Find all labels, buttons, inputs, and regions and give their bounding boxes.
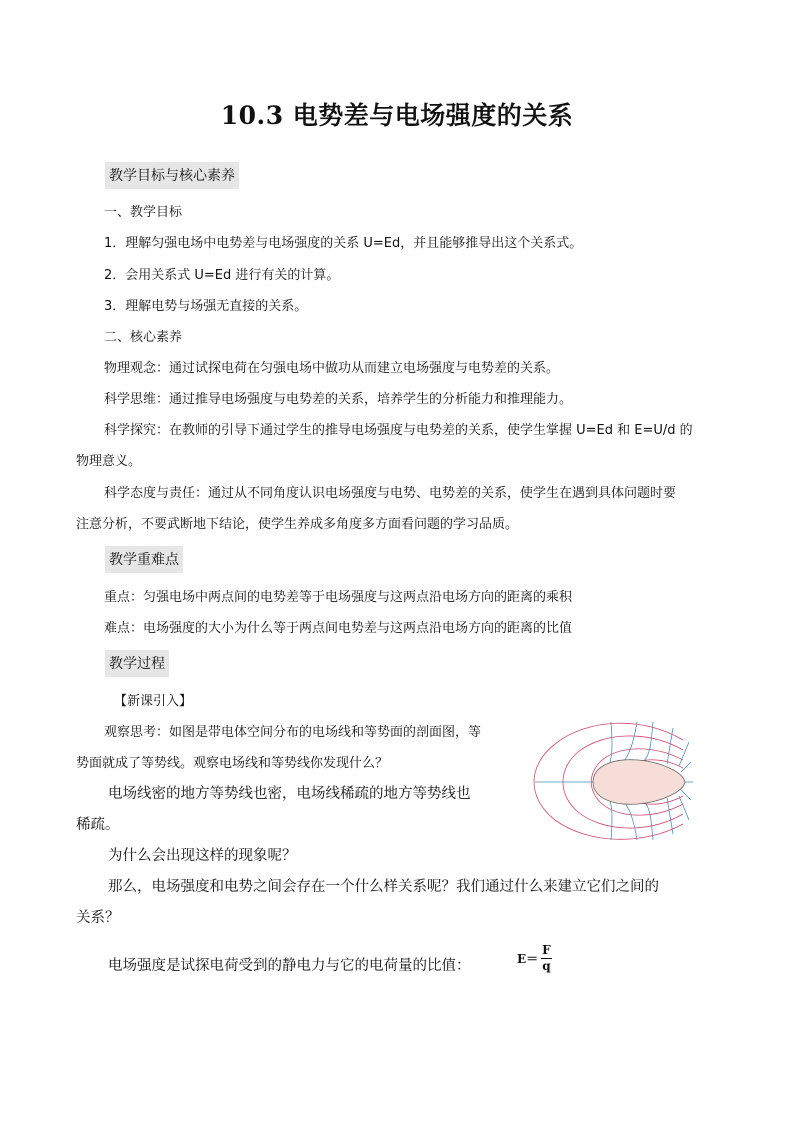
goal-item-2: 2．会用关系式 U=Ed 进行有关的计算。: [104, 268, 340, 283]
new-lesson-label: 【新课引入】: [114, 694, 193, 709]
field-strength-formula: [517, 943, 552, 974]
literacy-attitude-line2: 注意分析，不要武断地下结论，使学生养成多角度多方面看问题的学习品质。: [76, 517, 519, 532]
field-line: [681, 790, 691, 800]
subheading-teaching-goals: 一、教学目标: [104, 205, 183, 220]
field-line: [681, 762, 691, 772]
subheading-core-literacy: 二、核心素养: [104, 330, 183, 345]
field-line: [643, 800, 653, 840]
literacy-physics-concept: 物理观念：通过试探电荷在匀强电场中做功从而建立电场强度与电势差的关系。: [104, 361, 560, 376]
field-strength-definition: 电场强度是试探电荷受到的静电力与它的电荷量的比值：: [108, 958, 471, 974]
formula-denominator: q: [542, 959, 551, 973]
answer-line2: 稀疏。: [76, 817, 120, 833]
observe-line2: 势面就成了等势线。观察电场线和等势线你发现什么？: [76, 756, 389, 771]
section-heading-key-points: 教学重难点: [105, 546, 183, 573]
field-line-figure: [533, 722, 693, 840]
answer-line1: 电场线密的地方等势线也密，电场线稀疏的地方等势线也: [108, 786, 471, 802]
charged-conductor: [593, 760, 685, 805]
section-heading-objectives: 教学目标与核心素养: [105, 162, 239, 189]
page-title: 10.3 电势差与电场强度的关系: [220, 101, 574, 130]
formula-fraction: [541, 943, 552, 974]
relation-question-line1: 那么，电场强度和电势之间会存在一个什么样关系呢？我们通过什么来建立它们之间的: [108, 879, 659, 895]
formula-lhs: E＝: [517, 952, 539, 966]
relation-question-line2: 关系？: [76, 910, 120, 926]
formula-numerator: F: [542, 943, 551, 957]
field-line: [679, 742, 689, 766]
section-heading-process: 教学过程: [105, 650, 169, 677]
goal-item-3: 3．理解电势与场强无直接的关系。: [104, 299, 308, 314]
literacy-inquiry-line1: 科学探究：在教师的引导下通过学生的推导电场强度与电势差的关系，使学生掌握 U=Ed 和 E=U/d 的: [104, 423, 693, 438]
literacy-inquiry-line2: 物理意义。: [76, 454, 142, 469]
literacy-scientific-thinking: 科学思维：通过推导电场强度与电势差的关系，培养学生的分析能力和推理能力。: [104, 392, 573, 407]
difficulty-point: 难点：电场强度的大小为什么等于两点间电势差与这两点沿电场方向的距离的比值: [104, 621, 573, 636]
key-point: 重点：匀强电场中两点间的电势差等于电场强度与这两点沿电场方向的距离的乘积: [104, 590, 573, 605]
why-question: 为什么会出现这样的现象呢？: [108, 848, 297, 864]
observe-line1: 观察思考：如图是带电体空间分布的电场线和等势面的剖面图，等: [104, 725, 482, 740]
literacy-attitude-line1: 科学态度与责任：通过从不同角度认识电场强度与电势、电势差的关系，使学生在遇到具体问题时要: [104, 486, 677, 501]
field-line: [679, 796, 689, 820]
field-line: [643, 722, 653, 762]
goal-item-1: 1．理解匀强电场中电势差与电场强度的关系 U=Ed，并且能够推导出这个关系式。: [104, 236, 583, 251]
field-line: [667, 798, 673, 834]
